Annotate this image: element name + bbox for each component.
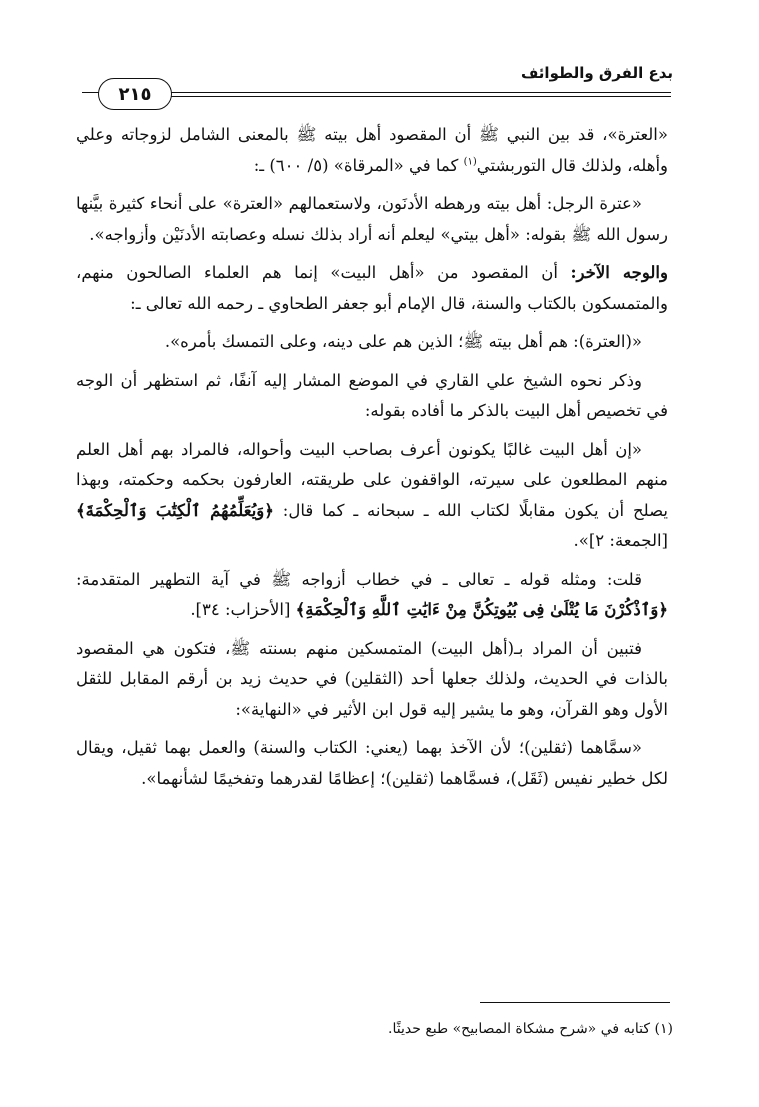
page-number-badge <box>98 78 172 110</box>
paragraph: فتبين أن المراد بـ(أهل البيت) المتمسكين منهم بسنته ﷺ، فتكون هي المقصود بالذات في الحديث، ولذلك جعلها أحد (الثقلين) في حديث زيد بن أرقم المقابل للثقل الأول وهو القرآن، وهو ما يشير إليه قول ابن الأثير في «النهاية»: <box>76 638 668 719</box>
paragraph: «سمَّاهما (ثقلين)؛ لأن الآخذ بهما (يعني: الكتاب والسنة) والعمل بهما ثقيل، ويقال لكل خطير نفيس (ثَقَل)، فسمَّاهما (ثقلين)؛ إعظامًا لقدرهما وتفخيمًا لشأنهما». <box>76 738 668 788</box>
footnote-reference[interactable]: (١) <box>463 156 477 167</box>
paragraph: «العترة»، قد بين النبي ﷺ أن المقصود أهل بيته ﷺ بالمعنى الشامل لزوجاته وعلي وأهله، ولذلك قال التوربشتي$^{(١)}$ كما في «المرقاة» (٥/ ٦٠٠) ـ: <box>76 125 668 175</box>
paragraph: «إن أهل البيت غالبًا يكونون أعرف بصاحب البيت وأحواله، فالمراد بهم أهل العلم منهم المطلعون على سيرته، الواقفون على طريقته، العارفون بحكمه وحكمته، وبهذا يصلح أن يكون مقابلًا لكتاب الله ـ سبحانه ـ كما قال: ﴿وَيُعَلِّمُهُمُ ٱلْكِتَٰبَ وَٱلْحِكْمَةَ﴾ [الجمعة: ٢]». <box>76 439 668 550</box>
paragraph: والوجه الآخر: أن المقصود من «أهل البيت» إنما هم العلماء الصالحون منهم، والمتمسكون بالكتاب والسنة، قال الإمام أبو جعفر الطحاوي ـ رحمه الله تعالى ـ: <box>76 263 668 313</box>
paragraph: «(العترة): هم أهل بيته ﷺ؛ الذين هم على دينه، وعلى التمسك بأمره». <box>164 332 642 351</box>
footnote-text: كتابه في «شرح مشكاة المصابيح» طبع حديثًا. <box>388 1021 651 1037</box>
footnote <box>83 1018 673 1040</box>
footnote-separator <box>480 1002 670 1003</box>
paragraph: «عترة الرجل: أهل بيته ورهطه الأدنَون، ولاستعمالهم «العترة» على أنحاء كثيرة بيَّنها رسول الله ﷺ بقوله: «أهل بيتي» ليعلم أنه أراد بذلك نسله وعصابته الأدنَيْن وأزواجه». <box>76 194 668 244</box>
paragraph: قلت: ومثله قوله ـ تعالى ـ في خطاب أزواجه ﷺ في آية التطهير المتقدمة: ﴿وَٱذْكُرْنَ مَا يُتْلَىٰ فِى بُيُوتِكُنَّ مِنْ ءَايَٰتِ ٱللَّهِ وَٱلْحِكْمَةِ﴾ [الأحزاب: ٣٤]. <box>76 569 668 619</box>
footnote-marker: (١) <box>654 1021 673 1037</box>
page-number: ٢١٥ <box>118 83 152 105</box>
running-title: بدع الفرق والطوائف <box>520 64 673 82</box>
header-rule-secondary <box>170 96 671 97</box>
section-lead: والوجه الآخر: <box>570 263 668 282</box>
quran-verse: ﴿وَٱذْكُرْنَ مَا يُتْلَىٰ فِى بُيُوتِكُنَّ مِنْ ءَايَٰتِ ٱللَّهِ وَٱلْحِكْمَةِ﴾ <box>295 600 668 619</box>
quran-verse: ﴿وَيُعَلِّمُهُمُ ٱلْكِتَٰبَ وَٱلْحِكْمَةَ﴾ <box>76 500 274 520</box>
paragraph: وذكر نحوه الشيخ علي القاري في الموضع المشار إليه آنفًا، ثم استظهر أن الوجه في تخصيص أهل البيت بالذكر ما أفاده بقوله: <box>76 370 668 420</box>
header-rule <box>100 92 671 93</box>
main-text <box>76 120 668 802</box>
